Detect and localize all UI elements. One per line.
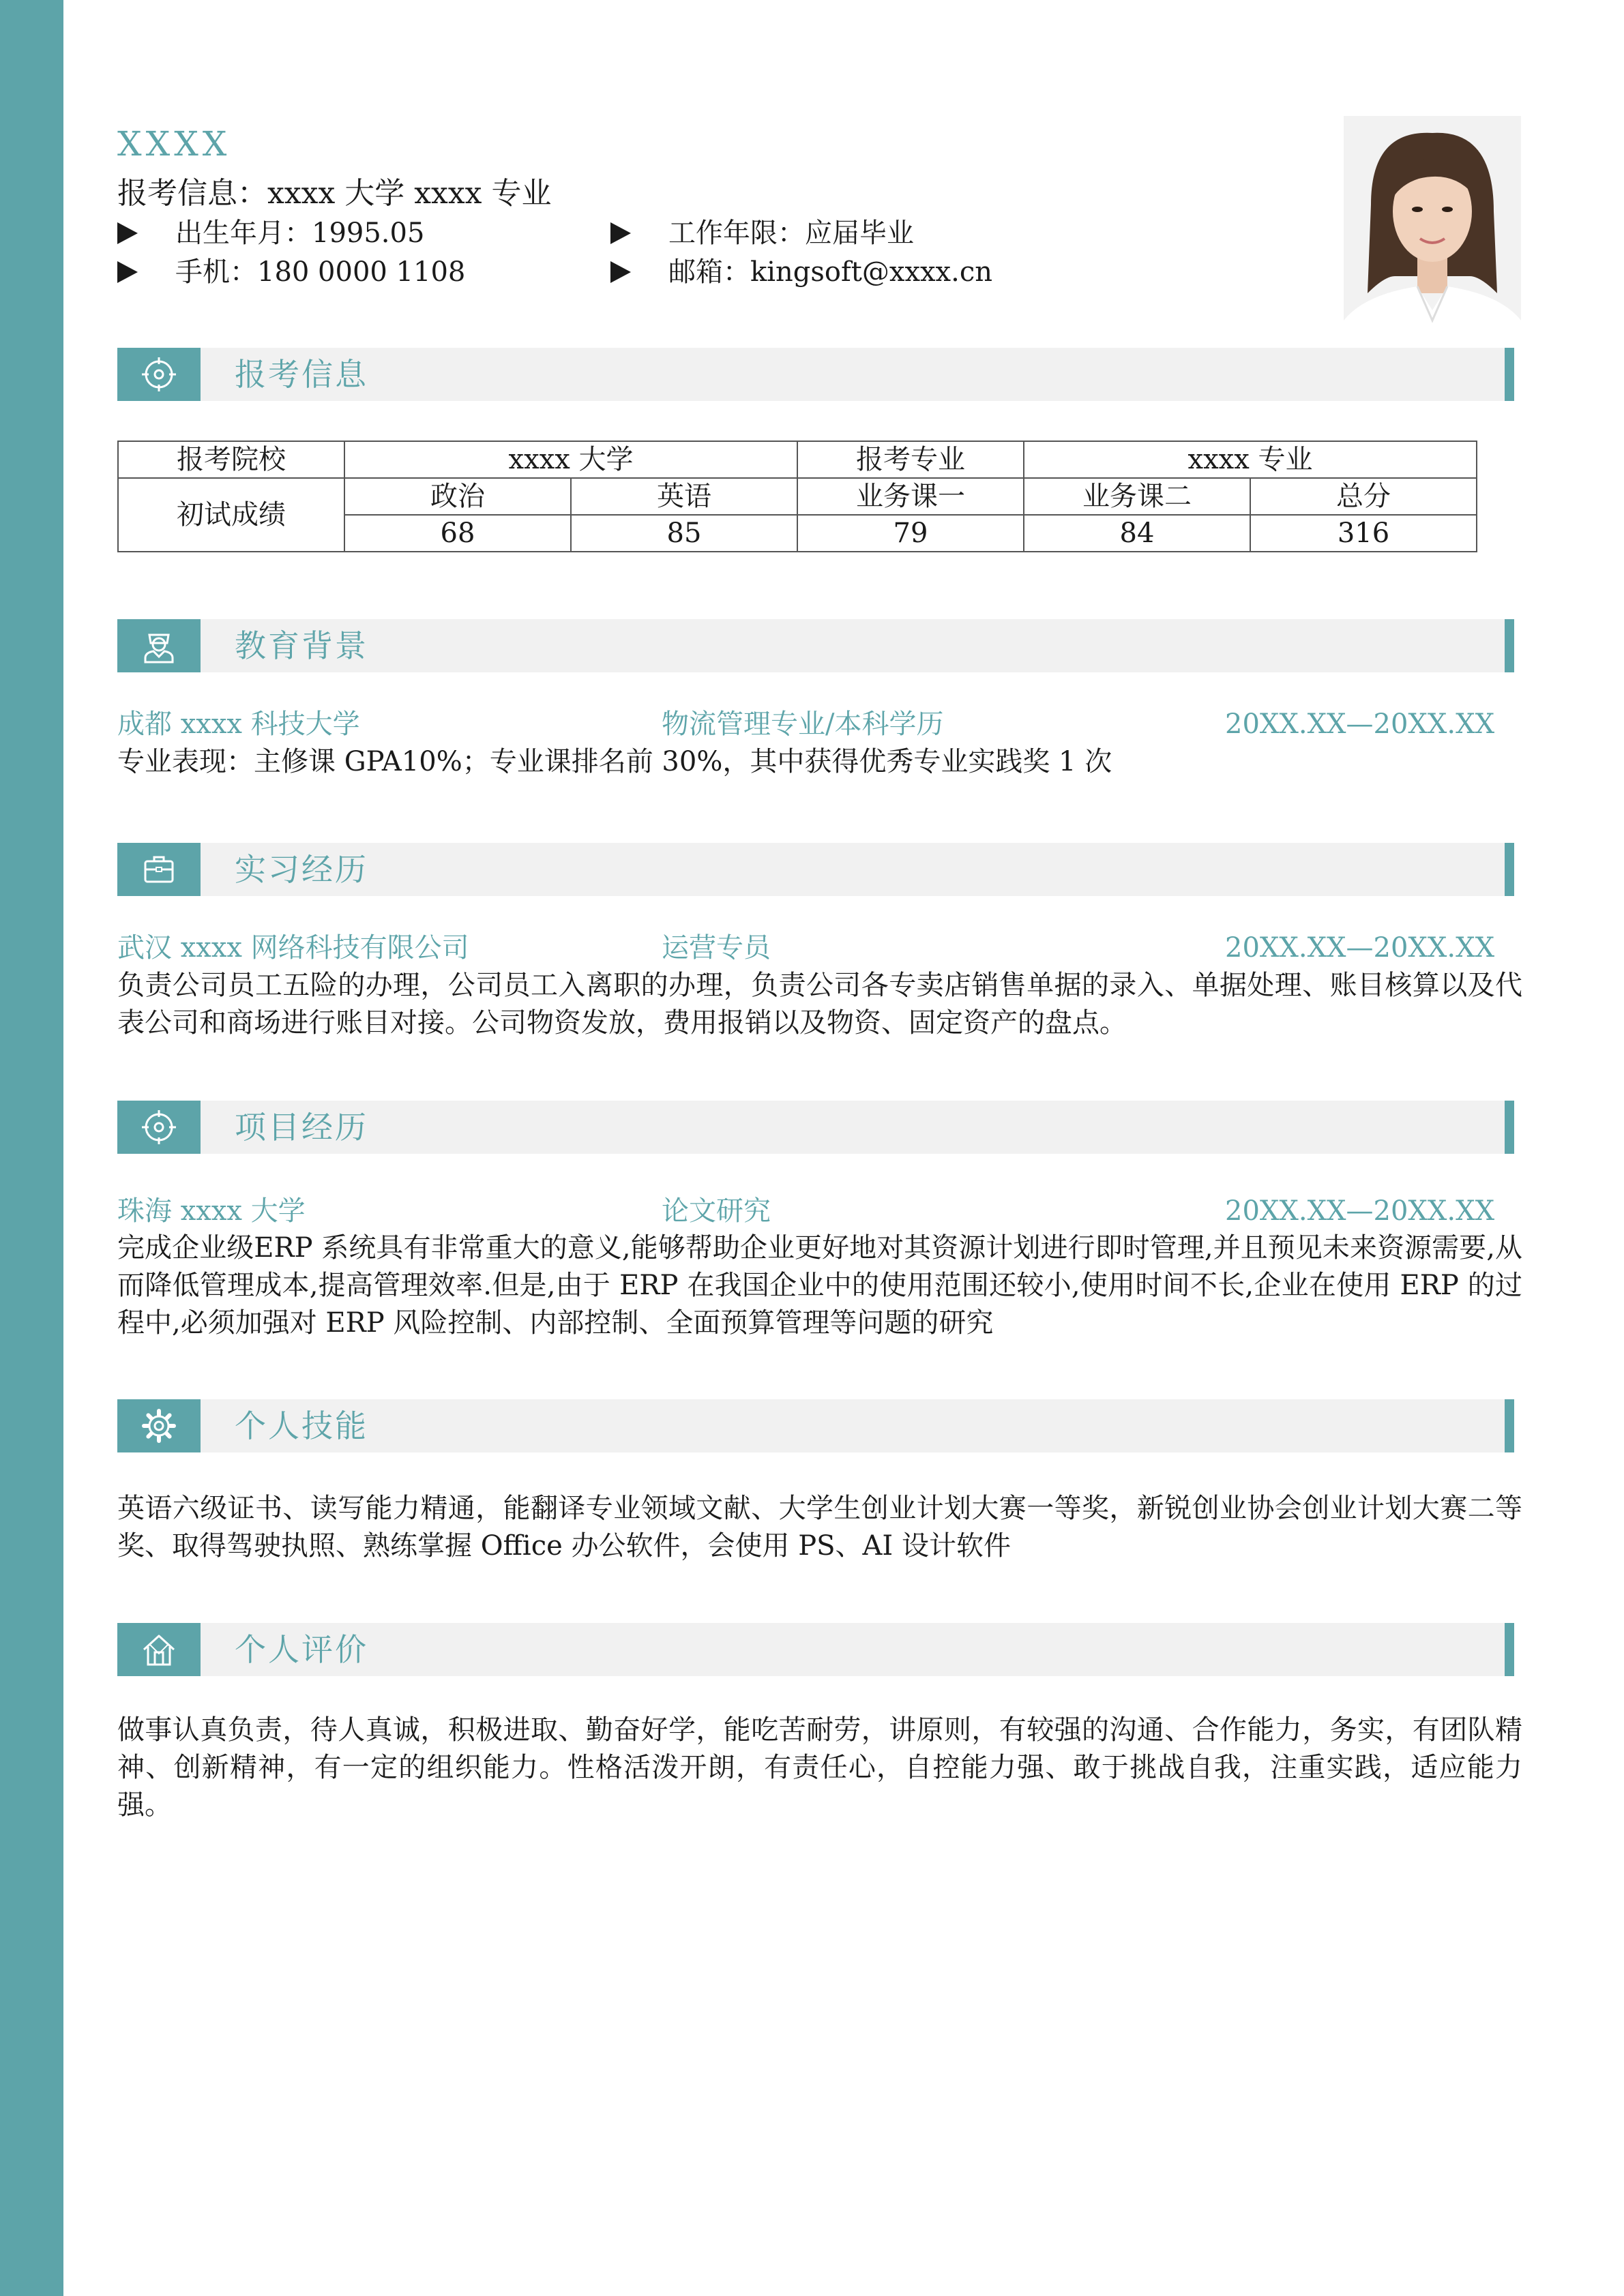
section-accent [1505,1101,1514,1154]
edu-period: 20XX.XX—20XX.XX [1225,709,1495,740]
edu-detail: 专业表现：主修课 GPA10%；专业课排名前 30%，其中获得优秀专业实践奖 1 次 [117,746,1112,777]
bullet-triangle-icon [117,261,138,283]
score-cell: 85 [571,515,797,552]
section-accent [1505,1399,1514,1452]
project-detail: 完成企业级ERP 系统具有非常重大的意义,能够帮助企业更好地对其资源计划进行即时管理,并且预见未来资源需要,从而降低管理成本,提高管理效率.但是,由于 ERP 在我国企业中的使用范围还较小,使用时间不长,企业在使用 ERP 的过程中,必须加强对 ERP 风险控制、内部控制、全面预算管理等问题的研究 [117,1232,1522,1339]
bullet-triangle-icon [117,222,138,244]
target-icon [140,1108,178,1146]
info-birth [117,217,424,250]
home-icon [140,1630,178,1669]
intern-role: 运营专员 [662,932,771,964]
gear-icon [140,1407,178,1445]
apply-info: 报考信息：xxxx 大学 xxxx 专业 [117,176,552,211]
project-topic: 论文研究 [662,1195,771,1227]
skills-detail: 英语六级证书、读写能力精通，能翻译专业领域文献、大学生创业计划大赛一等奖，新锐创业协会创业计划大赛二等奖、取得驾驶执照、熟练掌握 Office 办公软件，会使用 PS、AI 设计软件 [117,1493,1522,1562]
section-icon-box [117,843,201,896]
section-title: 个人技能 [235,1407,368,1444]
subject-cell: 业务课二 [1024,478,1250,515]
intern-company: 武汉 xxxx 网络科技有限公司 [117,932,469,964]
left-accent-bar [0,0,63,2296]
section-accent [1505,348,1514,401]
section-accent [1505,843,1514,896]
subject-cell: 总分 [1250,478,1477,515]
score-cell: 79 [797,515,1024,552]
section-title: 报考信息 [235,356,368,393]
phone-text: 手机：180 0000 1108 [175,256,466,288]
section-icon-box [117,348,201,401]
section-accent [1505,619,1514,672]
profile-photo [1344,116,1521,353]
info-phone [117,256,465,288]
info-work-years [610,217,914,250]
major-label-cell: 报考专业 [797,441,1024,478]
section-title: 实习经历 [235,851,368,888]
score-cell: 84 [1024,515,1250,552]
target-icon [140,355,178,393]
section-accent [1505,1623,1514,1676]
major-cell: xxxx 专业 [1024,441,1477,478]
briefcase-icon [140,850,178,889]
graduate-icon [140,627,178,665]
section-header-education [117,619,1507,672]
section-header-evaluation [117,1623,1507,1676]
info-email [610,256,992,288]
section-icon-box [117,619,201,672]
bullet-triangle-icon [610,222,631,244]
intern-detail: 负责公司员工五险的办理，公司员工入离职的办理，负责公司各专卖店销售单据的录入、单据处理、账目核算以及代表公司和商场进行账目对接。公司物资发放，费用报销以及物资、固定资产的盘点。 [117,970,1522,1039]
section-header-exam [117,348,1507,401]
section-icon-box [117,1101,201,1154]
section-title: 个人评价 [235,1631,368,1668]
candidate-name: XXXX [117,124,231,164]
subject-cell: 业务课一 [797,478,1024,515]
school-cell: xxxx 大学 [344,441,797,478]
table-row [118,478,1477,515]
score-cell: 316 [1250,515,1477,552]
work-years-text: 工作年限：应届毕业 [668,218,914,249]
section-header-internship [117,843,1507,896]
email-text: 邮箱：kingsoft@xxxx.cn [668,256,992,288]
section-icon-box [117,1399,201,1452]
subject-cell: 英语 [571,478,797,515]
prelim-label-cell: 初试成绩 [118,478,344,552]
edu-school: 成都 xxxx 科技大学 [117,709,360,740]
section-header-skills [117,1399,1507,1452]
score-table [117,441,1477,552]
table-row [118,441,1477,478]
section-icon-box [117,1623,201,1676]
portrait-illustration [1344,116,1521,353]
project-period: 20XX.XX—20XX.XX [1225,1195,1495,1227]
subject-cell: 政治 [344,478,571,515]
edu-major: 物流管理专业/本科学历 [662,709,944,740]
evaluation-detail: 做事认真负责，待人真诚，积极进取、勤奋好学，能吃苦耐劳，讲原则，有较强的沟通、合作能力，务实，有团队精神、创新精神，有一定的组织能力。性格活泼开朗，有责任心，自控能力强、敢于挑战自我，注重实践，适应能力强。 [117,1714,1522,1821]
school-label-cell: 报考院校 [118,441,344,478]
bullet-triangle-icon [610,261,631,283]
section-header-project [117,1101,1507,1154]
intern-period: 20XX.XX—20XX.XX [1225,932,1495,964]
birth-text: 出生年月：1995.05 [175,218,425,249]
score-cell: 68 [344,515,571,552]
project-org: 珠海 xxxx 大学 [117,1195,306,1227]
section-title: 教育背景 [235,627,368,664]
section-title: 项目经历 [235,1109,368,1146]
